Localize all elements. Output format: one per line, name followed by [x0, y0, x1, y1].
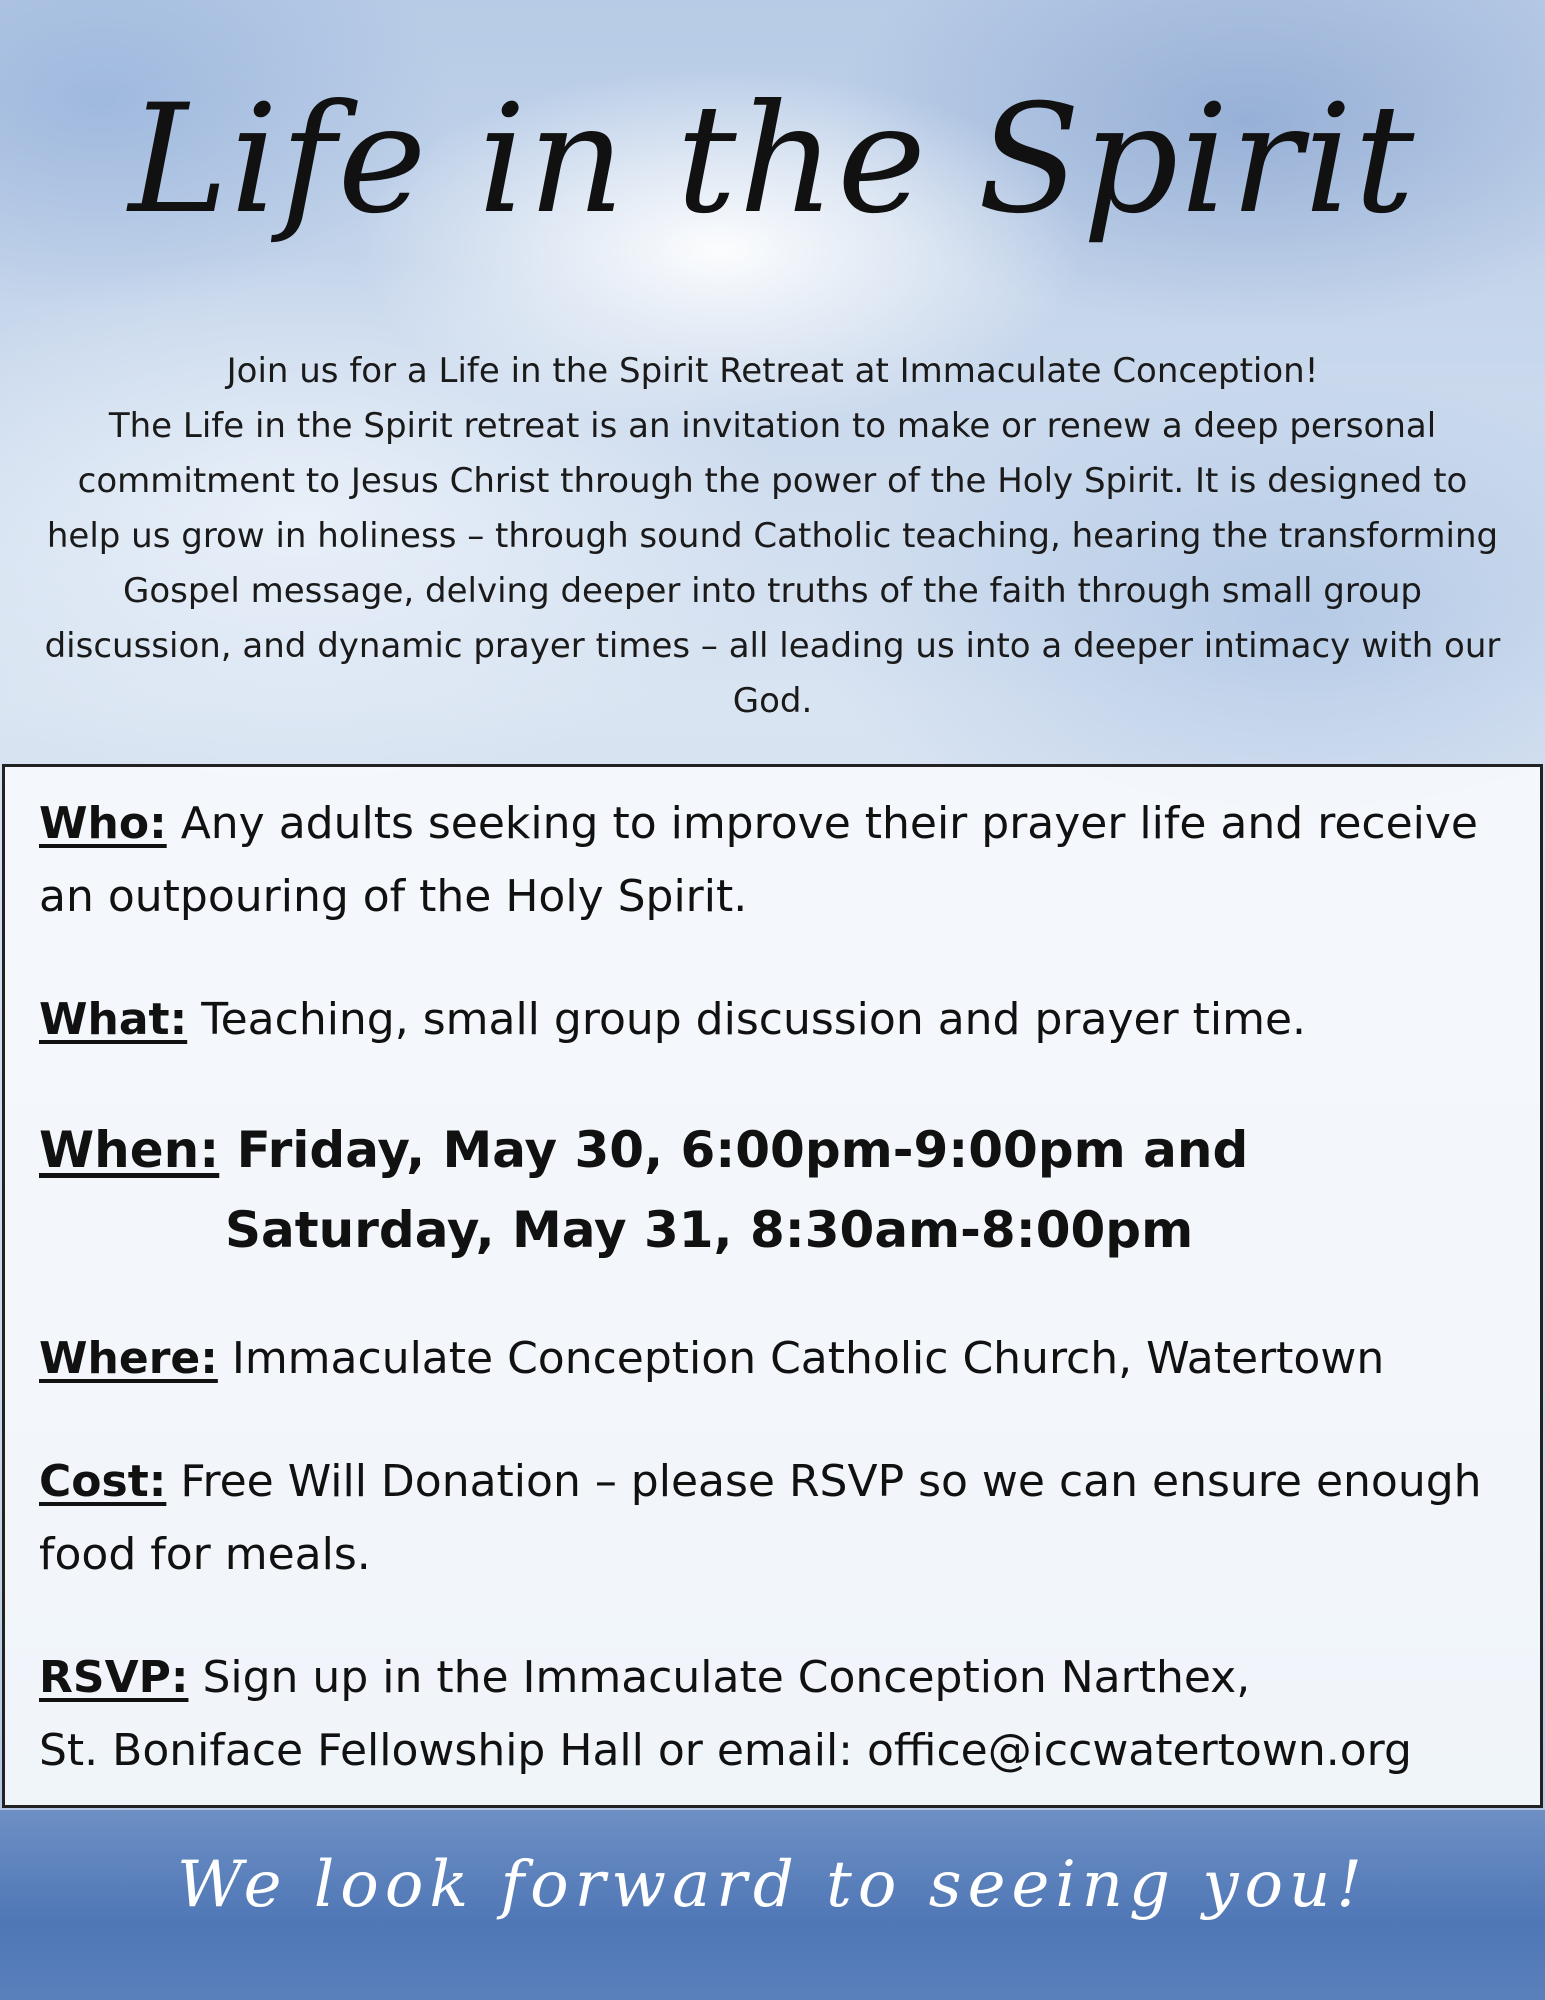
- cost-row: [39, 1445, 1540, 1591]
- intro-first-line: Join us for a Life in the Spirit Retreat at Immaculate Conception!: [226, 351, 1319, 391]
- who-text: Any adults seeking to improve their prayer life and receive an outpouring of the Holy Spirit.: [39, 798, 1478, 922]
- who-row: [39, 787, 1540, 933]
- where-label: Where:: [39, 1333, 218, 1384]
- intro-paragraph: [40, 344, 1505, 729]
- where-row: [39, 1322, 1540, 1395]
- when-label: When:: [39, 1121, 220, 1179]
- what-label: What:: [39, 994, 188, 1045]
- rsvp-line2: St. Boniface Fellowship Hall or email: office@iccwatertown.org: [39, 1725, 1412, 1776]
- who-label: Who:: [39, 798, 167, 849]
- what-text: Teaching, small group discussion and prayer time.: [201, 994, 1307, 1045]
- rsvp-label: RSVP:: [39, 1652, 189, 1703]
- what-row: [39, 983, 1540, 1056]
- when-row: [39, 1110, 1540, 1270]
- footer-message: We look forward to seeing you!: [177, 1848, 1368, 1922]
- cost-label: Cost:: [39, 1456, 167, 1507]
- when-line2: Saturday, May 31, 8:30am-8:00pm: [225, 1201, 1194, 1259]
- rsvp-row: [39, 1641, 1540, 1787]
- cost-text: Free Will Donation – please RSVP so we can ensure enough food for meals.: [39, 1456, 1482, 1580]
- when-line1: Friday, May 30, 6:00pm-9:00pm and: [236, 1121, 1249, 1179]
- where-text: Immaculate Conception Catholic Church, Watertown: [231, 1333, 1385, 1384]
- page-title: Life in the Spirit: [128, 73, 1417, 247]
- details-box: [2, 764, 1543, 1808]
- intro-body: The Life in the Spirit retreat is an invitation to make or renew a deep personal commitment to Jesus Christ through the power of the Holy Spirit. It is designed to help us grow in holiness – through sound Catholic teaching, hearing the transforming Gospel message, delving deeper into truths of the faith through small group discussion, and dynamic prayer times – all leading us into a deeper intimacy with our God.: [44, 406, 1501, 721]
- rsvp-line1: Sign up in the Immaculate Conception Narthex,: [202, 1652, 1251, 1703]
